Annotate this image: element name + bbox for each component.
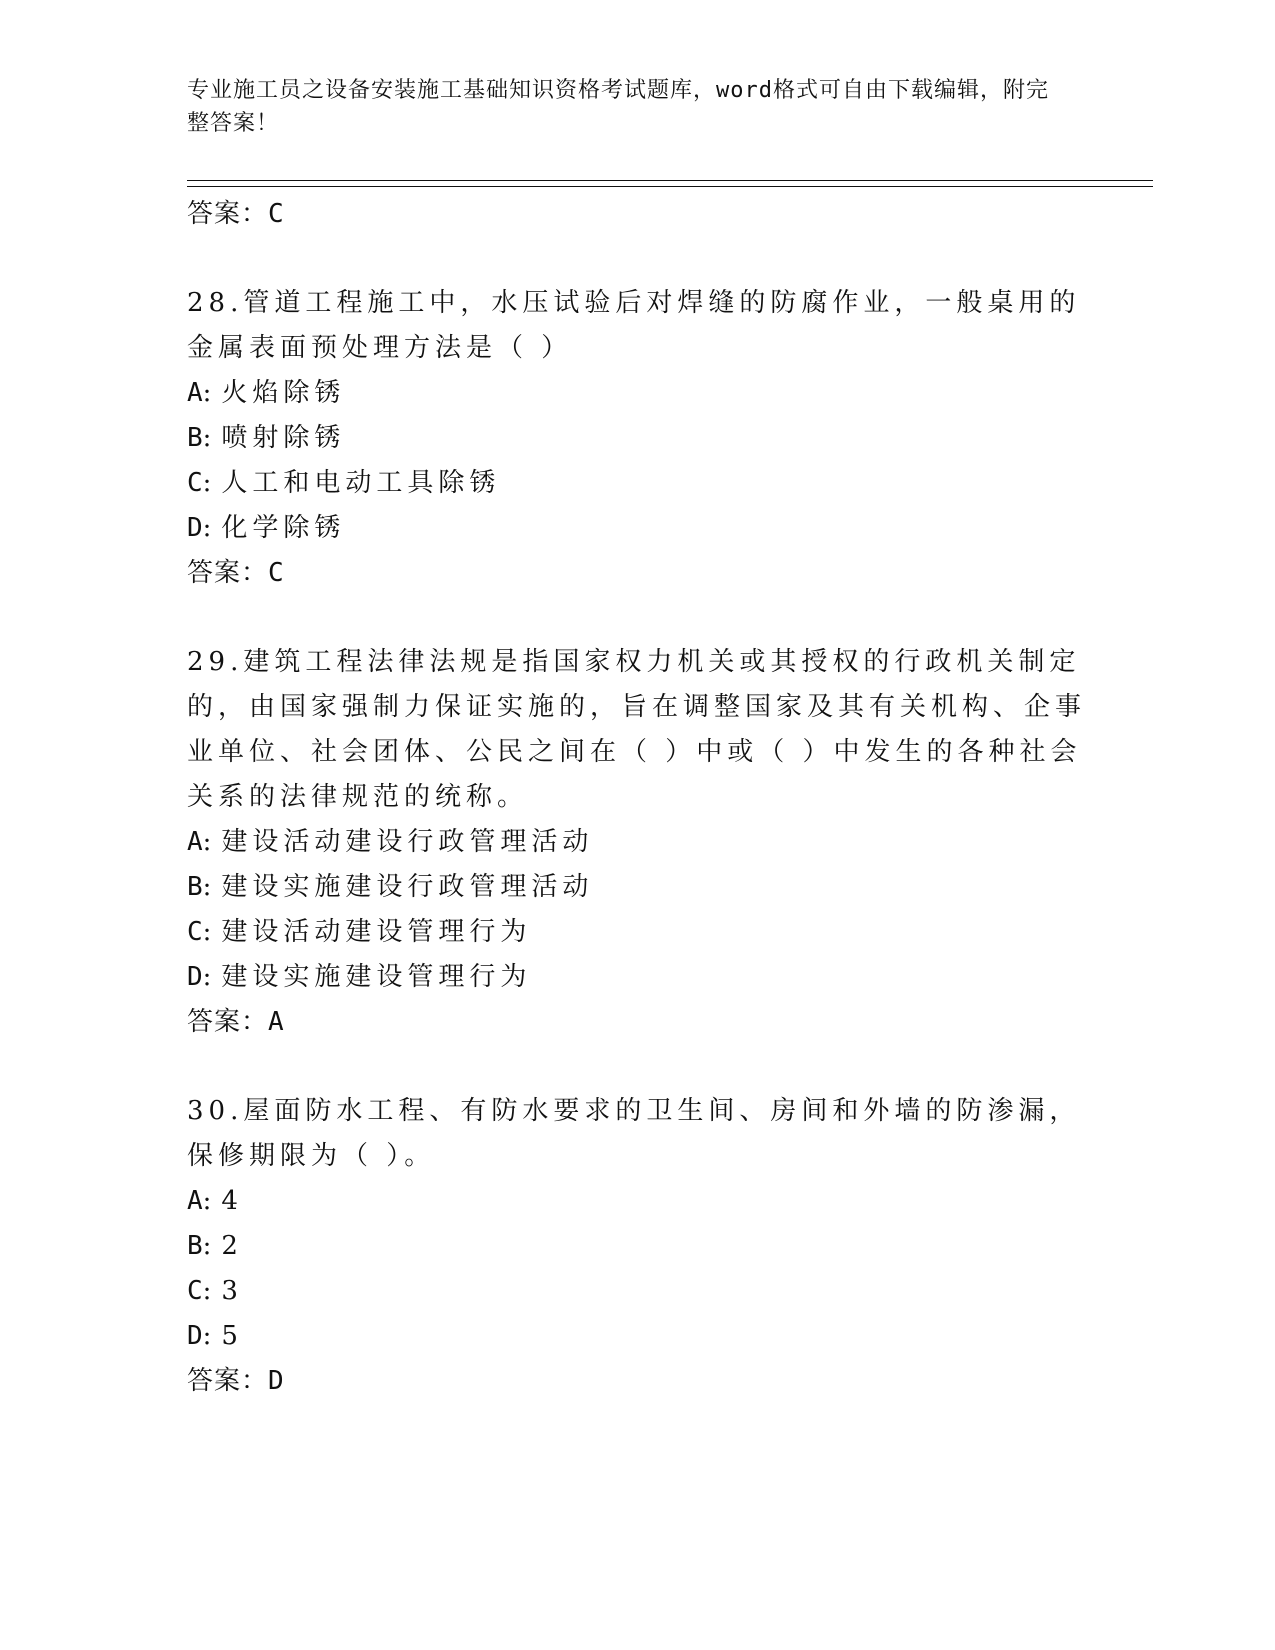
option-letter: C	[187, 1276, 203, 1306]
option-text: 火焰除锈	[221, 378, 346, 408]
answer-line: 答案：C	[187, 199, 285, 229]
option-separator: :	[202, 1186, 212, 1216]
option-letter: B	[187, 1231, 203, 1261]
question-stem: 30.屋面防水工程、有防水要求的卫生间、房间和外墙的防渗漏，保修期限为（ ）。	[187, 1096, 1081, 1171]
option-letter: A	[187, 378, 203, 408]
option-b	[187, 1224, 1087, 1269]
option-separator: :	[202, 917, 212, 947]
option-text: 人工和电动工具除锈	[221, 468, 501, 498]
document-header: 专业施工员之设备安装施工基础知识资格考试题库，word格式可自由下载编辑，附完整答案！	[187, 78, 1049, 136]
option-letter: D	[187, 1321, 203, 1351]
option-a	[187, 371, 1087, 416]
option-letter: C	[187, 468, 203, 498]
option-b	[187, 865, 1087, 910]
question-stem: 28.管道工程施工中，水压试验后对焊缝的防腐作业，一般桌用的金属表面预处理方法是（ ）	[187, 288, 1081, 363]
option-separator: :	[202, 1276, 212, 1306]
option-letter: A	[187, 827, 203, 857]
option-b	[187, 416, 1087, 461]
question-list	[187, 192, 1087, 1403]
option-separator: :	[202, 962, 212, 992]
option-text: 建设活动建设管理行为	[221, 917, 532, 947]
answer-line: 答案：A	[187, 1007, 285, 1037]
option-separator: :	[202, 423, 212, 453]
header-rule-top	[187, 180, 1153, 181]
option-letter: A	[187, 1186, 203, 1216]
option-text: 建设实施建设行政管理活动	[221, 872, 594, 902]
option-letter: D	[187, 513, 203, 543]
option-text: 喷射除锈	[221, 423, 346, 453]
option-text: 3	[221, 1276, 243, 1306]
header-rule-bottom	[187, 186, 1153, 187]
question-block	[187, 281, 1087, 595]
option-text: 化学除锈	[221, 513, 346, 543]
option-text: 4	[221, 1186, 243, 1216]
option-d	[187, 506, 1087, 551]
option-letter: D	[187, 962, 203, 992]
option-text: 2	[221, 1231, 243, 1261]
option-d	[187, 1314, 1087, 1359]
option-separator: :	[202, 872, 212, 902]
option-a	[187, 1179, 1087, 1224]
option-c	[187, 910, 1087, 955]
answer-line: 答案：D	[187, 1366, 285, 1396]
option-letter: B	[187, 872, 203, 902]
option-letter: B	[187, 423, 203, 453]
option-separator: :	[202, 1231, 212, 1261]
option-separator: :	[202, 1321, 212, 1351]
option-a	[187, 820, 1087, 865]
option-separator: :	[202, 378, 212, 408]
option-text: 建设实施建设管理行为	[221, 962, 532, 992]
option-separator: :	[202, 468, 212, 498]
question-block	[187, 1089, 1087, 1403]
answer-line: 答案：C	[187, 558, 285, 588]
option-d	[187, 955, 1087, 1000]
option-c	[187, 461, 1087, 506]
option-c	[187, 1269, 1087, 1314]
option-letter: C	[187, 917, 203, 947]
option-text: 5	[221, 1321, 243, 1351]
option-text: 建设活动建设行政管理活动	[221, 827, 594, 857]
option-separator: :	[202, 827, 212, 857]
question-stem: 29.建筑工程法律法规是指国家权力机关或其授权的行政机关制定的，由国家强制力保证实施的，旨在调整国家及其有关机构、企事业单位、社会团体、公民之间在（ ）中或（ ）中发生的各种社会关系的法律规范的统称。	[187, 647, 1087, 812]
question-block	[187, 640, 1087, 1044]
option-separator: :	[202, 513, 212, 543]
